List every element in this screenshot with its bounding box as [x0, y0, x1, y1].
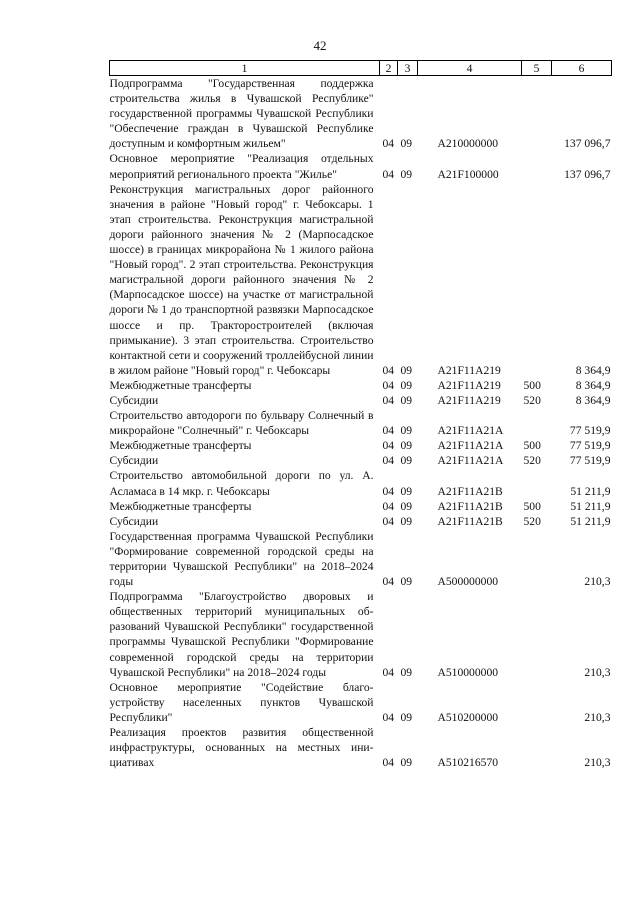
- row-amount: 8 364,9: [575, 393, 611, 407]
- column-header-1: 1: [110, 61, 380, 76]
- row-section: 04: [382, 378, 395, 392]
- table-row: [110, 589, 612, 680]
- row-expense-type: [522, 76, 552, 152]
- row-name: Подпрограмма "Благоустройство дворовых и общественных территорий муниципальных образований Чувашской Республики" государственной программы Чувашской Республики "Формирование современной городской среды на территории Чувашской Республики" на 2018–2024 годы: [109, 590, 374, 679]
- row-name: Межбюджетные трансферты: [109, 378, 252, 392]
- row-amount: 51 211,9: [570, 499, 611, 513]
- row-expense-type: [522, 151, 552, 181]
- row-expense-type: 520: [523, 514, 541, 528]
- row-amount: 77 519,9: [569, 439, 611, 453]
- row-section: 04: [382, 393, 395, 407]
- row-name: Субсидии: [109, 393, 159, 407]
- row-name: Межбюджетные трансферты: [109, 499, 252, 513]
- row-amount: 210,3: [584, 710, 611, 724]
- column-header-2: 2: [380, 61, 398, 76]
- row-target-code: A500000000: [437, 575, 499, 589]
- row-subsection: 09: [400, 137, 413, 151]
- row-section: 04: [382, 167, 395, 181]
- row-target-code: A21F11A21A: [437, 439, 504, 453]
- row-name: Межбюджетные трансферты: [109, 439, 252, 453]
- row-subsection: 09: [400, 167, 413, 181]
- row-expense-type: [522, 182, 552, 378]
- row-expense-type: [522, 680, 552, 725]
- table-row: [110, 76, 612, 152]
- row-subsection: 09: [400, 454, 413, 468]
- row-expense-type: [522, 468, 552, 498]
- row-amount: 51 211,9: [570, 514, 611, 528]
- column-header-6: 6: [552, 61, 612, 76]
- row-target-code: A21F11A21B: [437, 514, 503, 528]
- table-row: [110, 680, 612, 725]
- row-section: 04: [382, 756, 395, 770]
- row-subsection: 09: [400, 710, 413, 724]
- row-target-code: A21F11A219: [437, 393, 501, 407]
- table-row: [110, 378, 612, 393]
- row-expense-type: 500: [523, 439, 541, 453]
- row-amount: 210,3: [584, 756, 611, 770]
- row-amount: 210,3: [584, 575, 611, 589]
- row-target-code: A210000000: [437, 137, 499, 151]
- row-name: Основное мероприятие "Содействие благоустройству населенных пунктов Чувашской Республики": [109, 680, 374, 724]
- row-amount: 51 211,9: [570, 484, 611, 498]
- row-expense-type: 500: [523, 378, 541, 392]
- table-row: [110, 408, 612, 438]
- row-name: Строительство автодороги по бульвару Солнечный в микрорайоне "Солнечный" г. Чебоксары: [109, 409, 374, 438]
- row-expense-type: 520: [523, 393, 541, 407]
- row-subsection: 09: [400, 756, 413, 770]
- table-row: [110, 725, 612, 770]
- row-subsection: 09: [400, 439, 413, 453]
- row-expense-type: [522, 408, 552, 438]
- row-target-code: A21F11A21A: [437, 424, 504, 438]
- row-expense-type: [522, 725, 552, 770]
- row-target-code: A510216570: [437, 756, 499, 770]
- row-name: Подпрограмма "Государственная поддержка строительства жилья в Чувашской Республике" государственной программы Чувашской Республики "Обеспечение граждан в Чувашской Республике доступным и комфортным жильем": [109, 77, 374, 151]
- row-name: Государственная программа Чувашской Республики "Формирование современной городской среды на территории Чувашской Республики" на 2018–2024 годы: [109, 529, 374, 589]
- table-row: [110, 393, 612, 408]
- table-row: [110, 151, 612, 181]
- row-subsection: 09: [400, 378, 413, 392]
- page-number: 42: [313, 38, 327, 53]
- row-amount: 8 364,9: [575, 378, 611, 392]
- row-name: Реконструкция магистральных дорог районного значения в районе "Новый город" г. Чебоксары. 1 этап строительства. Реконструкция магистральной дороги районного значения № 2 (Марпосадское шоссе) в границах микрорайона № 1 жилого района "Новый город". 2 этап строительства. Реконструкция магистральной дороги районного значения № 2 (Марпосадское шоссе) на участке от магистральной дороги № 1 до транспортной развязки Марпосадское шоссе и пр. Тракторостроителей (включая примыкание). 3 этап строительства. Строительство контактной сети и сооружений троллейбусной линии в жилом районе "Новый город" г. Чебоксары: [109, 182, 374, 377]
- row-section: 04: [382, 137, 395, 151]
- row-subsection: 09: [400, 393, 413, 407]
- row-target-code: A21F11A219: [437, 363, 501, 377]
- row-section: 04: [382, 454, 395, 468]
- table-row: [110, 529, 612, 589]
- row-amount: 77 519,9: [569, 454, 611, 468]
- row-subsection: 09: [400, 575, 413, 589]
- row-subsection: 09: [400, 363, 413, 377]
- row-section: 04: [382, 439, 395, 453]
- row-target-code: A21F11A21A: [437, 454, 504, 468]
- row-target-code: A21F11A219: [437, 378, 501, 392]
- row-subsection: 09: [400, 499, 413, 513]
- row-subsection: 09: [400, 514, 413, 528]
- row-expense-type: [522, 529, 552, 589]
- table-row: [110, 438, 612, 453]
- row-target-code: A21F11A21B: [437, 499, 503, 513]
- row-expense-type: 500: [523, 499, 541, 513]
- row-amount: 77 519,9: [569, 424, 611, 438]
- row-name: Основное мероприятие "Реализация отдельных мероприятий регионального проекта "Жилье": [109, 152, 374, 181]
- row-target-code: A21F11A21B: [437, 484, 503, 498]
- table-row: [110, 453, 612, 468]
- row-amount: 137 096,7: [564, 137, 611, 151]
- row-target-code: A21F100000: [437, 167, 499, 181]
- row-section: 04: [382, 665, 395, 679]
- row-amount: 8 364,9: [575, 363, 611, 377]
- row-section: 04: [382, 499, 395, 513]
- row-section: 04: [382, 484, 395, 498]
- row-expense-type: 520: [523, 454, 541, 468]
- row-name: Строительство автомобильной дороги по ул. А. Асламаса в 14 мкр. г. Чебоксары: [109, 469, 374, 498]
- row-section: 04: [382, 575, 395, 589]
- column-header-4: 4: [418, 61, 522, 76]
- budget-table: [109, 60, 612, 770]
- row-target-code: A510000000: [437, 665, 499, 679]
- table-row: [110, 514, 612, 529]
- row-subsection: 09: [400, 484, 413, 498]
- row-name: Субсидии: [109, 454, 159, 468]
- table-row: [110, 468, 612, 498]
- header-row: [110, 61, 612, 76]
- table-row: [110, 182, 612, 378]
- row-section: 04: [382, 424, 395, 438]
- row-expense-type: [522, 589, 552, 680]
- row-target-code: A510200000: [437, 710, 499, 724]
- row-amount: 210,3: [584, 665, 611, 679]
- row-subsection: 09: [400, 665, 413, 679]
- row-subsection: 09: [400, 424, 413, 438]
- column-header-5: 5: [522, 61, 552, 76]
- table-row: [110, 499, 612, 514]
- row-amount: 137 096,7: [564, 167, 611, 181]
- row-name: Реализация проектов развития общественной инфраструктуры, основанных на местных инициативах: [109, 726, 374, 770]
- row-name: Субсидии: [109, 514, 159, 528]
- row-section: 04: [382, 710, 395, 724]
- row-section: 04: [382, 363, 395, 377]
- row-section: 04: [382, 514, 395, 528]
- column-header-3: 3: [398, 61, 418, 76]
